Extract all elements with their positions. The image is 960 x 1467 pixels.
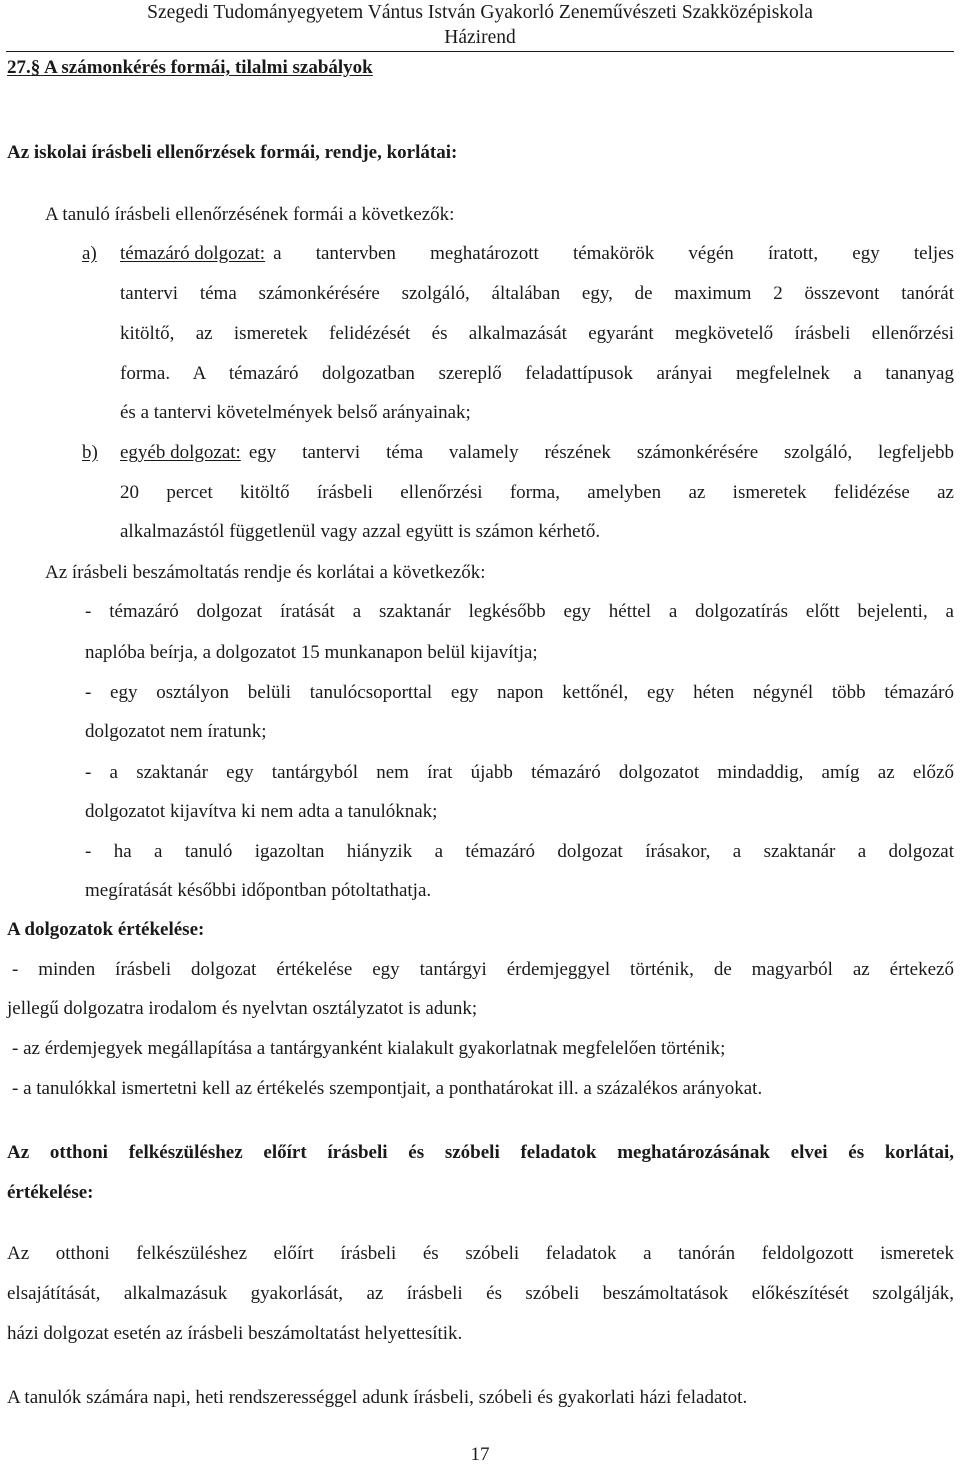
evaluation-item2: - az érdemjegyek megállapítása a tantárgyanként kialakult gyakorlatnak megfelelően történik; [12, 1038, 726, 1059]
section-title [7, 56, 373, 80]
item-a-line1: a tantervben meghatározott témakörök végén íratott, egy teljes [273, 243, 954, 264]
evaluation-heading: A dolgozatok értékelése: [7, 919, 205, 940]
item-b-line1: egy tantervi téma valamely részének számonkérésére szolgáló, legfeljebb [248, 442, 954, 463]
homework-paragraph1-line2: elsajátítását, alkalmazásuk gyakorlását, az írásbeli és szóbeli beszámoltatások előkészítését szolgálják, [7, 1283, 954, 1304]
written-checks-intro: A tanuló írásbeli ellenőrzésének formái a következők: [45, 204, 455, 225]
homework-paragraph1-line1: Az otthoni felkészüléshez előírt írásbeli és szóbeli feladatok a tanórán feldolgozott ismeretek [7, 1243, 954, 1264]
header-divider [6, 51, 954, 52]
item-b-term: egyéb dolgozat: [120, 442, 241, 463]
item-b-first-line [120, 441, 954, 465]
order-item1-line2: naplóba beírja, a dolgozatot 15 munkanapon belül kijavítja; [85, 642, 538, 663]
order-item2-line1: - egy osztályon belüli tanulócsoporttal egy napon kettőnél, egy héten négynél több témazáró [85, 682, 954, 703]
evaluation-item3: - a tanulókkal ismertetni kell az értékelés szempontjait, a ponthatárokat ill. a százalékos arányokat. [12, 1078, 763, 1099]
section-number: 27. [7, 57, 31, 78]
section-symbol: § [30, 57, 41, 78]
homework-paragraph2: A tanulók számára napi, heti rendszerességgel adunk írásbeli, szóbeli és gyakorlati házi feladatot. [7, 1387, 748, 1408]
homework-paragraph1-line3: házi dolgozat esetén az írásbeli beszámoltatást helyettesítik. [7, 1323, 463, 1344]
header-document-title: Házirend [444, 27, 516, 48]
homework-heading-line2: értékelése: [7, 1182, 94, 1203]
order-item4-line1: - ha a tanuló igazoltan hiányzik a témazáró dolgozat írásakor, a szaktanár a dolgozat [85, 841, 954, 862]
order-item3-line1: - a szaktanár egy tantárgyból nem írat újabb témazáró dolgozatot mindaddig, amíg az előző [85, 762, 954, 783]
page-number: 17 [470, 1444, 490, 1465]
item-a-line5: és a tantervi követelmények belső arányainak; [120, 402, 471, 423]
order-intro: Az írásbeli beszámoltatás rendje és korlátai a következők: [45, 562, 486, 583]
written-checks-heading: Az iskolai írásbeli ellenőrzések formái, rendje, korlátai: [7, 142, 458, 163]
evaluation-item1-line1: - minden írásbeli dolgozat értékelése egy tantárgyi érdemjeggyel történik, de magyarból az értekező [12, 959, 954, 980]
item-a-line2: tantervi téma számonkérésére szolgáló, általában egy, de maximum 2 összevont tanórát [120, 283, 954, 304]
item-a-term: témazáró dolgozat: [120, 243, 266, 264]
item-a-line3: kitöltő, az ismeretek felidézését és alkalmazását egyaránt megkövetelő írásbeli ellenőrzési [120, 323, 954, 344]
order-item4-line2: megíratását későbbi időpontban pótoltathatja. [85, 880, 432, 901]
section-title-text: A számonkérés formái, tilalmi szabályok [43, 57, 373, 78]
order-item2-line2: dolgozatot nem íratunk; [85, 721, 267, 742]
evaluation-item1-line2: jellegű dolgozatra irodalom és nyelvtan osztályzatot is adunk; [7, 998, 478, 1019]
order-item1-line1: - témazáró dolgozat íratását a szaktanár legkésőbb egy héttel a dolgozatírás előtt bejelenti, a [85, 601, 954, 622]
item-b-line3: alkalmazástól függetlenül vagy azzal együtt is számon kérhető. [120, 521, 601, 542]
list-marker-a: a) [82, 243, 97, 264]
item-a-first-line [120, 242, 954, 266]
order-item3-line2: dolgozatot kijavítva ki nem adta a tanulóknak; [85, 801, 438, 822]
item-a-line4: forma. A témazáró dolgozatban szereplő feladattípusok arányai megfelelnek a tananyag [120, 363, 954, 384]
item-b-line2: 20 percet kitöltő írásbeli ellenőrzési forma, amelyben az ismeretek felidézése az [120, 482, 954, 503]
homework-heading-line1: Az otthoni felkészüléshez előírt írásbeli és szóbeli feladatok meghatározásának elvei és korlátai, [7, 1142, 954, 1163]
header-institution: Szegedi Tudományegyetem Vántus István Gyakorló Zeneművészeti Szakközépiskola [147, 2, 813, 23]
list-marker-b: b) [82, 442, 98, 463]
